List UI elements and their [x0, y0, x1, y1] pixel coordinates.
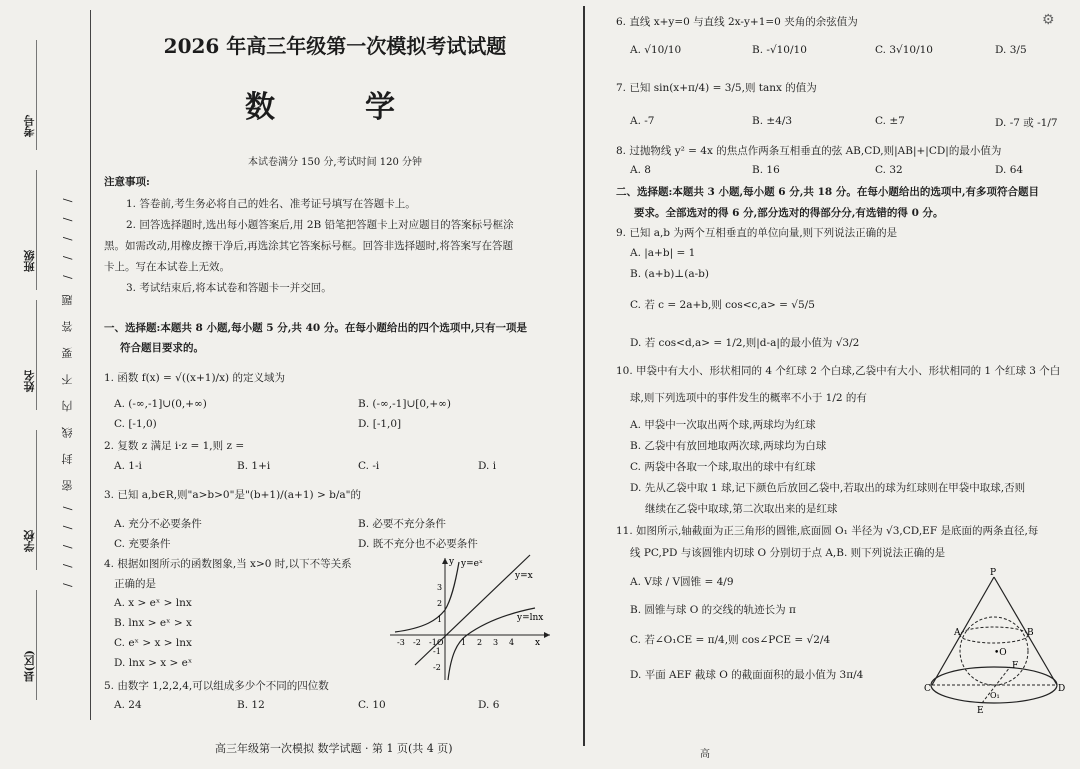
option: D. 6	[478, 699, 500, 711]
x-tick-label: 2	[477, 638, 483, 647]
option: D. 3/5	[995, 44, 1027, 56]
question-stem: 11. 如图所示,轴截面为正三角形的圆锥,底面圆 O₁ 半径为 √3,CD,EF 是底面的两条直径,每	[616, 525, 1039, 537]
x-tick-label: 1	[461, 638, 467, 647]
question-stem: 10. 甲袋中有大小、形状相同的 4 个红球 2 个白球,乙袋中有大小、形状相同的 1 个红球 3 个白	[616, 365, 1061, 377]
y-tick-label: -1	[433, 647, 441, 656]
option: C. 10	[358, 699, 386, 711]
question-stem: 9. 已知 a,b 为两个互相垂直的单位向量,则下列说法正确的是	[616, 227, 898, 239]
section2-heading: 要求。全部选对的得 6 分,部分选对的得部分分,有选错的得 0 分。	[634, 207, 944, 219]
option: 继续在乙袋中取球,第二次取出来的是红球	[645, 503, 838, 515]
notice-item: 黑。如需改动,用橡皮擦干净后,再选涂其它答案标号框。回答非选择题时,将答案写在答题	[104, 240, 514, 252]
question-stem: 1. 函数 f(x) = √((x+1)/x) 的定义域为	[104, 372, 285, 384]
subject-title: 数 学	[245, 90, 425, 125]
option: D. i	[478, 460, 497, 472]
x-tick-label: -2	[413, 638, 421, 647]
option: D. 既不充分也不必要条件	[358, 538, 478, 550]
y-axis-label: y	[449, 557, 455, 567]
option: C. 若∠O₁CE = π/4,则 cos∠PCE = √2/4	[630, 634, 831, 646]
option: B. 乙袋中有放回地取两次球,两球均为白球	[630, 440, 827, 452]
option: B. ±4/3	[752, 115, 793, 127]
option: A. 充分不必要条件	[114, 518, 202, 530]
option: D. lnx > x > eˣ	[114, 657, 193, 669]
cone-figure	[922, 565, 1072, 715]
page-divider	[583, 6, 585, 746]
notice-item: 1. 答卷前,考生务必将自己的姓名、准考证号填写在答题卡上。	[126, 198, 416, 210]
cone-label-F: F	[1012, 661, 1019, 671]
option: A. 24	[114, 699, 142, 711]
question-stem: 线 PC,PD 与该圆锥内切球 O 分别切于点 A,B. 则下列说法正确的是	[630, 547, 946, 559]
binding-rule	[90, 10, 91, 720]
option: D. -7 或 -1/7	[995, 117, 1058, 129]
label-district: 县(区)	[23, 650, 36, 683]
option: C. 若 c = 2a+b,则 cos<c,a> = √5/5	[630, 299, 815, 311]
x-tick-label: O	[437, 638, 444, 647]
fill-line-3	[36, 300, 37, 410]
y-tick-label: -2	[433, 663, 441, 672]
question-stem: 5. 由数字 1,2,2,4,可以组成多少个不同的四位数	[104, 680, 329, 692]
cone-label-O: •O	[994, 648, 1007, 658]
fill-line-2	[36, 170, 37, 290]
page-corner-mark: 高	[700, 749, 710, 760]
option: D. 先从乙袋中取 1 球,记下颜色后放回乙袋中,若取出的球为红球则在甲袋中取球,否则	[630, 482, 1026, 494]
x-tick-label: 3	[493, 638, 499, 647]
notice-item: 2. 回答选择题时,选出每小题答案后,用 2B 铅笔把答题卡上对应题目的答案标号框涂	[126, 219, 514, 231]
notice-item: 3. 考试结束后,将本试卷和答题卡一并交回。	[126, 282, 332, 294]
option: B. (a+b)⊥(a-b)	[630, 268, 709, 280]
option: A. √10/10	[630, 44, 682, 56]
option: C. ±7	[875, 115, 905, 127]
x-axis-label: x	[535, 638, 541, 648]
label-school: 学校	[23, 530, 36, 552]
option: C. 32	[875, 164, 903, 176]
binding-strip	[0, 0, 100, 769]
option: C. -i	[358, 460, 380, 472]
option: A. V球 / V圆锥 = 4/9	[630, 576, 734, 588]
fill-line-5	[36, 590, 37, 700]
label-class: 班级	[23, 250, 36, 272]
fill-line-4	[36, 430, 37, 570]
notice-heading: 注意事项:	[104, 176, 150, 188]
option: B. lnx > eˣ > x	[114, 617, 192, 629]
option: A. 甲袋中一次取出两个球,两球均为红球	[630, 419, 816, 431]
option: C. 两袋中各取一个球,取出的球中有红球	[630, 461, 816, 473]
cone-label-C: C	[924, 684, 931, 694]
option: A. 1-i	[114, 460, 142, 472]
option: A. (-∞,-1]∪(0,+∞)	[114, 398, 207, 410]
option: A. x > eˣ > lnx	[114, 597, 192, 609]
option: D. [-1,0]	[358, 418, 402, 430]
option: A. 8	[630, 164, 651, 176]
option: C. 3√10/10	[875, 44, 933, 56]
curve-label-x: y=x	[515, 571, 533, 581]
fill-line-1	[36, 40, 37, 150]
option: B. 必要不充分条件	[358, 518, 446, 530]
option: B. 圆锥与球 O 的交线的轨迹长为 π	[630, 604, 796, 616]
x-tick-label: 4	[509, 638, 515, 647]
option: D. 64	[995, 164, 1024, 176]
notice-item: 卡上。写在本试卷上无效。	[104, 261, 230, 273]
cone-label-A: A	[954, 628, 961, 638]
seal-line-text: / / / / / 密 封 线 内 不 要 答 题 / / / / /	[61, 192, 74, 588]
question-stem: 4. 根据如图所示的函数图象,当 x>0 时,以下不等关系	[104, 558, 352, 570]
exam-meta: 本试卷满分 150 分,考试时间 120 分钟	[247, 157, 423, 168]
y-tick-label: 3	[437, 583, 443, 592]
option: B. 12	[237, 699, 265, 711]
x-tick-label: -3	[397, 638, 405, 647]
gear-icon: ⚙	[1042, 12, 1055, 28]
question-stem: 8. 过抛物线 y² = 4x 的焦点作两条互相垂直的弦 AB,CD,则|AB|+|CD|的最小值为	[616, 145, 1002, 157]
section1-heading: 一、选择题:本题共 8 小题,每小题 5 分,共 40 分。在每小题给出的四个选项中,只有一项是	[104, 322, 527, 334]
section2-heading: 二、选择题:本题共 3 小题,每小题 6 分,共 18 分。在每小题给出的选项中,有多项符合题目	[616, 186, 1039, 198]
option: D. 平面 AEF 截球 O 的截面面积的最小值为 3π/4	[630, 669, 864, 681]
curve-label-ex: y=eˣ	[461, 559, 483, 569]
option: B. 1+i	[237, 460, 271, 472]
option: C. [-1,0)	[114, 418, 157, 430]
option: C. 充要条件	[114, 538, 171, 550]
page-footer: 高三年级第一次模拟 数学试题 · 第 1 页(共 4 页)	[215, 742, 453, 755]
exam-title: 2026 年高三年级第一次模拟考试试题	[163, 34, 507, 58]
question-stem: 3. 已知 a,b∈R,则"a>b>0"是"(b+1)/(a+1) > b/a"的	[104, 489, 361, 501]
label-name: 姓名	[23, 370, 36, 392]
section1-heading: 符合题目要求的。	[120, 342, 204, 354]
cone-label-E: E	[977, 706, 984, 715]
option: A. -7	[630, 115, 655, 127]
function-graph	[385, 550, 555, 685]
x-tick-label: -1	[429, 638, 437, 647]
cone-label-B: B	[1027, 628, 1034, 638]
y-tick-label: 1	[437, 615, 443, 624]
cone-label-P: P	[990, 568, 997, 578]
curve-label-lnx: y=lnx	[517, 613, 544, 623]
label-exam-number: 考号	[23, 115, 36, 137]
cone-label-D: D	[1058, 684, 1066, 694]
option: B. -√10/10	[752, 44, 807, 56]
option: D. 若 cos<d,a> = 1/2,则|d-a|的最小值为 √3/2	[630, 337, 860, 349]
question-stem: 球,则下列选项中的事件发生的概率不小于 1/2 的有	[630, 392, 867, 404]
question-stem: 2. 复数 z 满足 i·z = 1,则 z =	[104, 440, 245, 452]
question-stem: 7. 已知 sin(x+π/4) = 3/5,则 tanx 的值为	[616, 82, 817, 94]
question-stem: 正确的是	[114, 578, 156, 590]
option: C. eˣ > x > lnx	[114, 637, 192, 649]
option: B. 16	[752, 164, 780, 176]
question-stem: 6. 直线 x+y=0 与直线 2x-y+1=0 夹角的余弦值为	[616, 16, 858, 28]
option: A. |a+b| = 1	[630, 247, 696, 259]
option: B. (-∞,-1]∪[0,+∞)	[358, 398, 451, 410]
y-tick-label: 2	[437, 599, 443, 608]
cone-label-O1: O₁	[990, 691, 1000, 700]
